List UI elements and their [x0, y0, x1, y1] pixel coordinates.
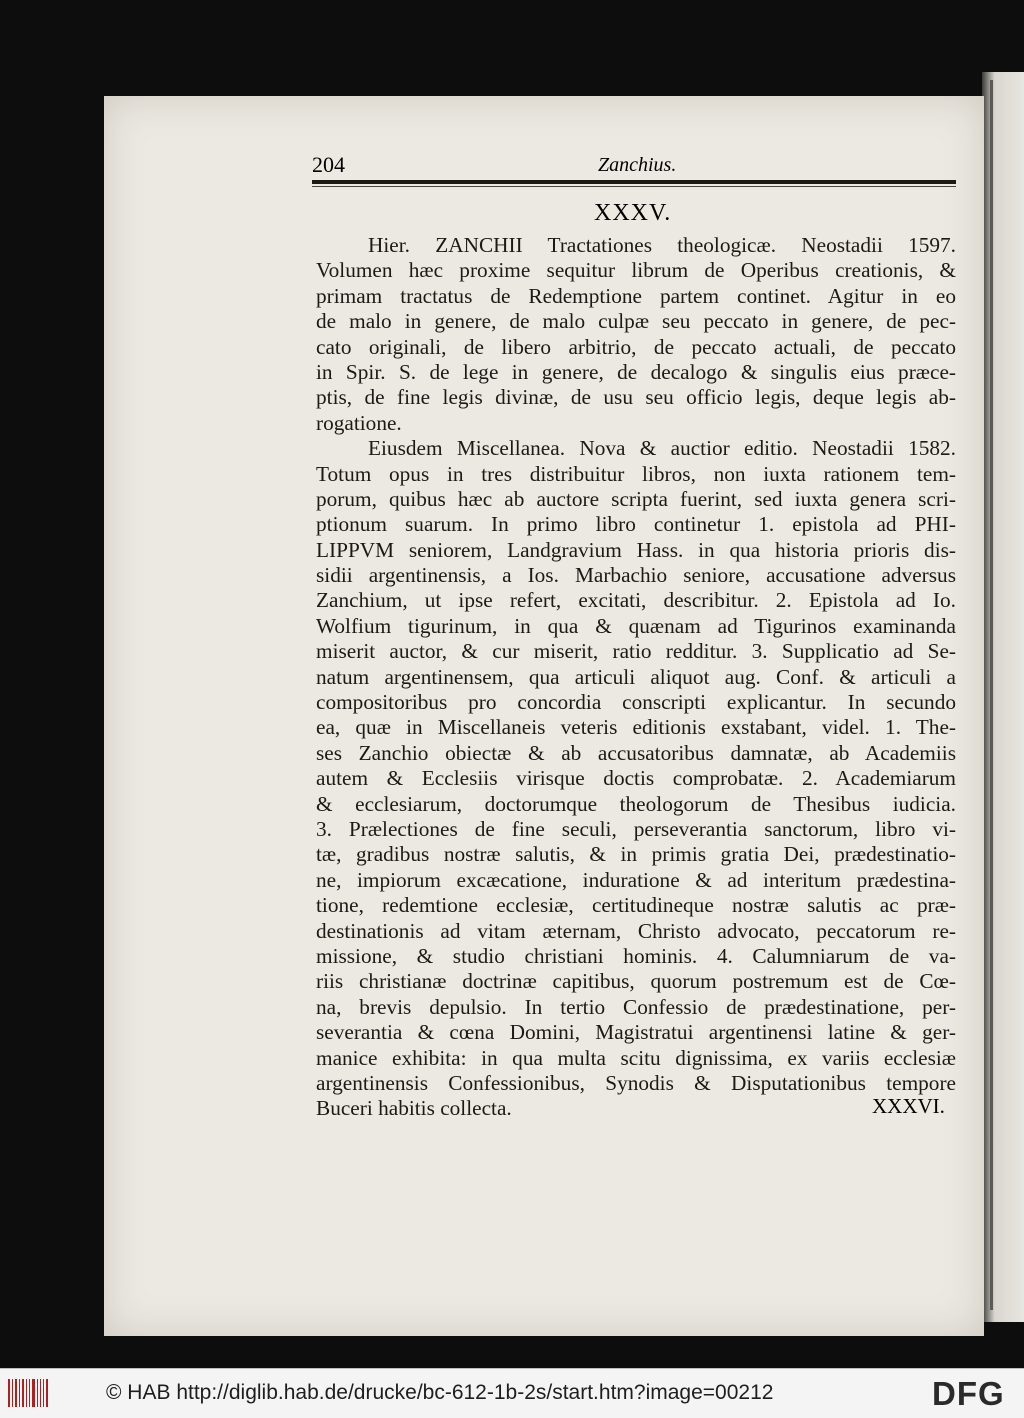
text-line: ea, quæ in Miscellaneis veteris editionis exstabant, videl. 1. The- [316, 715, 956, 740]
text-line: manice exhibita: in qua multa scitu dignissima, ex variis ecclesiæ [316, 1045, 956, 1070]
text-line: Buceri habitis collecta. [316, 1096, 512, 1121]
citation-link[interactable]: © HAB http://diglib.hab.de/drucke/bc-612-1b-2s/start.htm?image=00212 [106, 1381, 774, 1404]
text-line: in Spir. S. de lege in genere, de decalogo & singulis eius præce- [316, 359, 956, 384]
text-line: Wolfium tigurinum, in qua & quænam ad Tigurinos examinanda [316, 613, 956, 638]
text-line: porum, quibus hæc ab auctore scripta fuerint, sed iuxta genera scri- [316, 486, 956, 511]
running-head [312, 148, 956, 178]
text-line: LIPPVM seniorem, Landgravium Hass. in qua historia prioris dis- [316, 537, 956, 562]
text-line: Hier. ZANCHII Tractationes theologicæ. Neostadii 1597. [368, 233, 956, 257]
barcode-icon [8, 1379, 48, 1407]
text-line: na, brevis depulsio. In tertio Confessio de prædestinatione, per- [316, 994, 956, 1019]
text-line: Volumen hæc proxime sequitur librum de Operibus creationis, & [316, 258, 956, 283]
catchword: XXXVI. [872, 1094, 945, 1118]
text-line: riis christianæ doctrinæ capitibus, quorum postremum est de Cœ- [316, 969, 956, 994]
page-fold-shadow [990, 80, 993, 1310]
text-line: Eiusdem Miscellanea. Nova & auctior editio. Neostadii 1582. [368, 436, 956, 461]
text-line: compositoribus pro concordia conscripti explicantur. In secundo [316, 690, 956, 715]
footer-bar [0, 1368, 1024, 1418]
section-heading: XXXV. [594, 200, 672, 226]
text-line: de malo in genere, de malo culpæ seu peccato in genere, de pec- [316, 309, 956, 334]
text-line: tæ, gradibus nostræ salutis, & in primis gratia Dei, prædestinatio- [316, 842, 956, 867]
text-line: Totum opus in tres distribuitur libros, non iuxta rationem tem- [316, 461, 956, 486]
text-line: miserit auctor, & cur miserit, ratio redditur. 3. Supplicatio ad Se- [316, 639, 956, 664]
text-line: destinationis ad vitam æternam, Christo advocato, peccatorum re- [316, 918, 956, 943]
text-line: Zanchium, ut ipse refert, excitati, describitur. 2. Epistola ad Io. [316, 588, 956, 613]
text-line: primam tractatus de Redemptione partem continet. Agitur in eo [316, 283, 956, 308]
text-line: 3. Prælectiones de fine seculi, perseverantia sanctorum, libro vi- [316, 816, 956, 841]
text-line: tione, redemtione ecclesiæ, certitudineque nostræ salutis ac præ- [316, 893, 956, 918]
page-number: 204 [312, 152, 345, 177]
text-line: argentinensis Confessionibus, Synodis & Disputationibus tempore [316, 1070, 956, 1095]
text-line: ses Zanchio obiectæ & ab accusatoribus damnatæ, ab Academiis [316, 740, 956, 765]
dfg-logo: DFG [932, 1375, 1005, 1412]
text-line: natum argentinensem, qua articuli aliquot aug. Conf. & articuli a [316, 664, 956, 689]
text-line: sidii argentinensis, a Ios. Marbachio seniore, accusatione adversus [316, 563, 956, 588]
text-line: missione, & studio christiani hominis. 4. Calumniarum de va- [316, 943, 956, 968]
text-line: rogatione. [316, 410, 402, 435]
text-line: ptis, de fine legis divinæ, de usu seu officio legis, deque legis ab- [316, 385, 956, 410]
adjacent-page-edge [982, 72, 1024, 1322]
text-line: severantia & cœna Domini, Magistratui argentinensi latine & ger- [316, 1020, 956, 1045]
text-line: ptionum suarum. In primo libro continetur 1. epistola ad PHI- [316, 512, 956, 537]
head-rule [312, 180, 956, 184]
body-text [316, 233, 956, 1122]
text-line: cato originali, de libero arbitrio, de peccato actuali, de peccato [316, 334, 956, 359]
text-line: ne, impiorum excæcatione, induratione & ad interitum prædestina- [316, 867, 956, 892]
text-line: & ecclesiarum, doctorumque theologorum de Thesibus iudicia. [316, 791, 956, 816]
head-rule-thin [312, 186, 956, 187]
running-title: Zanchius. [598, 154, 677, 176]
text-line: autem & Ecclesiis virisque doctis comprobatæ. 2. Academiarum [316, 766, 956, 791]
